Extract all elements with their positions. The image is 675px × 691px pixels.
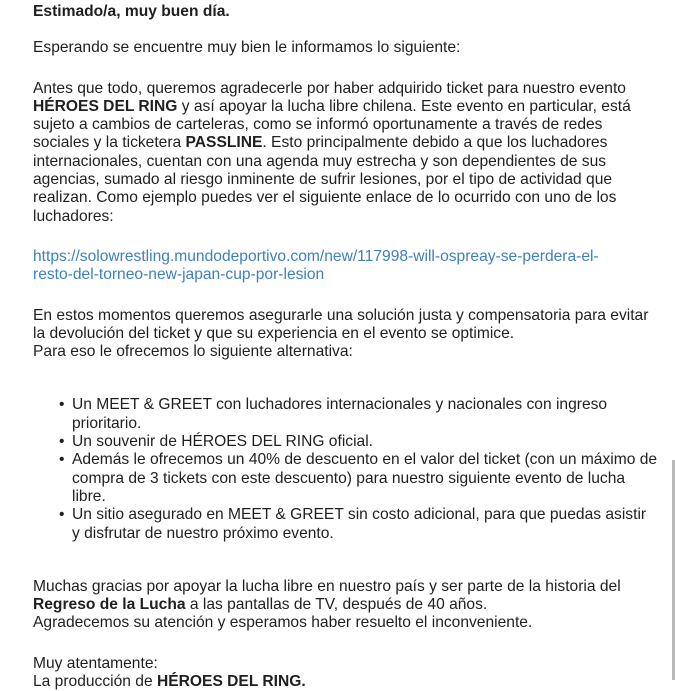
news-link[interactable] [33,248,599,283]
list-item [59,433,658,451]
bullet-icon: • [59,433,65,451]
list-item [59,506,658,543]
bullet-icon: • [59,506,65,524]
paragraph-event-text-2: y así apoyar la lucha libre chilena. Este evento en particular, está sujeto a cambios de carteleras, como se informó oportunamente a través de redes sociales y la ticketera [33,97,631,152]
paragraph-event [33,80,658,226]
paragraph-event-text-1: Antes que todo, queremos agradecerle por haber adquirido ticket para nuestro evento [33,79,626,97]
offer-text: Un sitio asegurado en MEET & GREET sin costo adicional, para que puedas asistir y disfrutar de nuestro próximo evento. [72,506,647,542]
ticketera-name: PASSLINE [185,134,263,152]
bullet-icon: • [59,451,65,469]
paragraph-attention: Agradecemos su atención y esperamos haber resuelto el inconveniente. [33,614,533,632]
offer-text: Un MEET & GREET con luchadores internacionales y nacionales con ingreso prioritario. [72,396,608,432]
paragraph-alternative: Para eso le ofrecemos lo siguiente alternativa: [33,343,353,361]
paragraph-event-text-3: . Esto principalmente debido a que los luchadores internacionales, cuentan con una agenda muy estrecha y son dependientes de sus agencias, sumado al riesgo inminente de sufrir lesiones, por el tipo de actividad que realizan. Como ejemplo puedes ver el siguiente enlace de lo ocurrido con uno de los luchadores: [33,134,617,225]
offer-text: Un souvenir de HÉROES DEL RING oficial. [72,433,374,451]
email-body [33,3,658,691]
closing-signature [33,673,658,691]
intro-text: Esperando se encuentre muy bien le informamos lo siguiente: [33,39,461,57]
news-link-line-2: resto-del-torneo-new-japan-cup-por-lesion [33,266,325,284]
greeting: Estimado/a, muy buen día. [33,3,230,20]
paragraph-solution: En estos momentos queremos asegurarle una solución justa y compensatoria para evitar la devolución del ticket y que su experiencia en el evento se optimice. [33,306,649,342]
signature-name: HÉROES DEL RING. [156,673,306,691]
offers-list [33,396,658,542]
signature-prefix: La producción de [33,673,157,691]
offer-text: Además le ofrecemos un 40% de descuento en el valor del ticket (con un máximo de compra de 3 tickets con este descuento) para nuestro siguiente evento de lucha libre. [72,451,658,505]
news-link-line-1: https://solowrestling.mundodeportivo.com/new/117998-will-ospreay-se-perdera-el- [33,247,599,265]
paragraph-thanks [33,578,658,615]
thanks-text-2: a las pantallas de TV, después de 40 años. [185,596,488,614]
list-item [59,396,658,433]
list-item [59,451,658,506]
closing-salutation: Muy atentamente: [33,654,158,672]
event-name: HÉROES DEL RING [33,97,178,115]
news-link-paragraph [33,248,658,285]
thanks-text-1: Muchas gracias por apoyar la lucha libre en nuestro país y ser parte de la historia del [33,577,621,595]
bullet-icon: • [59,396,65,414]
regreso-de-la-lucha: Regreso de la Lucha [33,596,186,614]
